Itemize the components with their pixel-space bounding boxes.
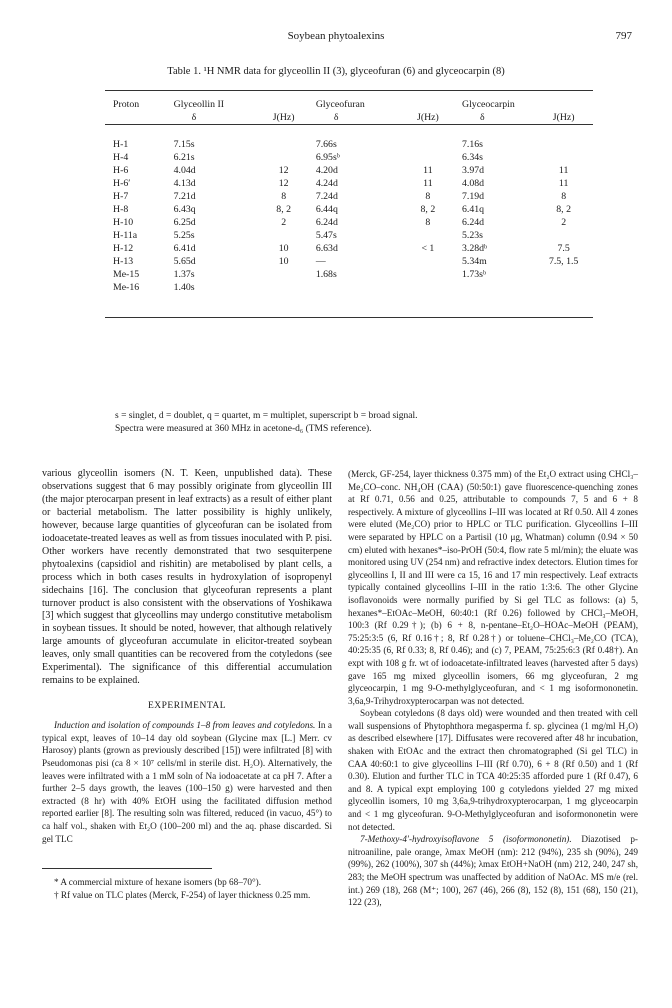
table-cell xyxy=(394,268,462,281)
table-cell xyxy=(534,138,593,151)
table-cell xyxy=(251,138,315,151)
table-cell: 1.68s xyxy=(315,269,337,280)
table-cell: 2 xyxy=(281,217,287,228)
table-cell: 11 xyxy=(423,178,433,189)
experimental-paragraph xyxy=(42,719,332,845)
table-cell xyxy=(534,229,593,242)
table-cell: 1.40s xyxy=(173,282,195,293)
right-column xyxy=(348,468,638,909)
table-cell: 5.25s xyxy=(173,230,195,241)
table-row xyxy=(105,216,593,229)
table-cell xyxy=(534,281,593,294)
table-cell xyxy=(534,151,593,164)
footnote-hexanes: * A commercial mixture of hexane isomers (bp 68–70°). xyxy=(54,877,262,887)
table-cell xyxy=(394,229,462,242)
table-cell: Me-15 xyxy=(113,269,140,280)
table-cell: 1.37s xyxy=(173,269,195,280)
table-cell: 12 xyxy=(278,178,289,189)
page-number: 797 xyxy=(615,30,632,42)
table-notes xyxy=(115,410,595,436)
table-cell: 6.24d xyxy=(462,217,485,228)
table-cell: 6.44q xyxy=(315,204,338,215)
table-cell: 4.20d xyxy=(315,165,338,176)
table-cell xyxy=(394,281,462,294)
subhead-j: J(Hz) xyxy=(552,112,575,123)
table-cell xyxy=(251,151,315,164)
table-row xyxy=(105,177,593,190)
table-cell: 8 xyxy=(281,191,287,202)
subhead-delta: δ xyxy=(191,112,197,123)
table-cell: 4.08d xyxy=(462,178,485,189)
table-cell: 8 xyxy=(425,217,431,228)
table-cell: < 1 xyxy=(421,243,435,254)
table-cell: 6.21s xyxy=(173,152,195,163)
paragraph-text: In a typical expt, leaves of 10–14 day old soybean (Glycine max [L.] Merr. cv Harosoy) plants (grown as previously described [15]) were infiltrated [8] with Pseudomonas pisi (ca 8 × 10⁷ cells/ml in sterile dist. H₂O). Alternatively, the leaves were infiltrated with a 1 mM soln of Na iodoacetate at ca pH 7. After a further 2–5 days growth, the leaves (100–150 g) were harvested and then extracted (8 hr) with 40% EtOH using the facilitated diffusion method reported earlier [8]. The resulting soln was filtered, reduced (in vacuo, 45°) to ca half vol., shaken with Et₂O (100–200 ml) and the aq. phase discarded. Si gel TLC xyxy=(42,720,332,844)
table-note-conditions: Spectra were measured at 360 MHz in acetone-d₆ (TMS reference). xyxy=(115,424,372,434)
table-cell: H-12 xyxy=(113,243,134,254)
paragraph-text: Diazotised p-nitroaniline, pale orange, λmax MeOH (nm): 212 (94%), 235 sh (90%), 249 (99%), 262 (100%), 307 sh (44%); λmax EtOH+NaOH (nm) 212, 240, 247 sh, 283; the MeOH spectrum was unaffected by addition of NaOAc. MS m/e (rel. int.) 269 (18), 268 (M⁺; 100), 267 (46), 266 (8), 152 (8), 151 (68), 150 (21), 122 (23), xyxy=(348,834,638,908)
table-cell: 8 xyxy=(561,191,567,202)
table-bottom-rule xyxy=(105,317,593,318)
table-cell: 7.21d xyxy=(173,191,196,202)
compound-5-paragraph xyxy=(348,833,638,909)
table-cell: 5.47s xyxy=(315,230,337,241)
table-cell xyxy=(394,151,462,164)
table-cell: 6.24d xyxy=(315,217,338,228)
table-cell: 7.19d xyxy=(462,191,485,202)
table-cell: 11 xyxy=(558,165,569,176)
table-cell: 3.97d xyxy=(462,165,485,176)
paragraph-lead: Induction and isolation of compounds 1–8 from leaves and cotyledons. xyxy=(54,720,316,731)
table-cell: 7.5 xyxy=(557,243,570,254)
paragraph-lead: 7-Methoxy-4′-hydroxyisoflavone 5 (isoformononetin). xyxy=(360,834,572,845)
table-row xyxy=(105,203,593,216)
table-cell: 7.5, 1.5 xyxy=(548,256,579,267)
table-cell: 4.13d xyxy=(173,178,196,189)
table-cell: 10 xyxy=(278,243,289,254)
table-cell: H-8 xyxy=(113,204,129,215)
table-cell: 5.23s xyxy=(462,230,483,241)
table-cell: 6.41d xyxy=(173,243,196,254)
table-cell xyxy=(394,255,462,268)
experimental-paragraph: (Merck, GF-254, layer thickness 0.375 mm) of the Et₂O extract using CHCl₃–Me₂CO–conc. NH₄OH (CAA) (50:50:1) gave fluorescence-quenching zones at Rf 0.71, 0.56 and 0.25, attributable to compounds 7, 5 and 6 + 8 respectively. A mixture of glyceollins I–III was located at Rf 0.50. All 4 zones were eluted (Me₂CO) prior to HPLC or TLC purification. Glyceollins I–III were separated by HPLC on a Partisil (10 μg, Whatman) column (0.94 × 50 cm) eluted with hexanes*–iso-PrOH (50:4, flow rate 5 ml/min); the eluate was monitored using UV (254 nm) and refractive index detectors. Elution times for glyceollins I, II and III were ca 15, 16 and 17 min respectively. Leaf extracts typically contained glyceollins I–III in the ratio 1:3:6. The other Glycine isoflavonoids were normally purified by Si gel TLC as follows: (a) 5, hexanes*–EtOAc–MeOH, 60:40:1 (Rf 0.26) followed by CHCl₃–MeOH, 100:3 (Rf 0.29†); (b) 6 + 8, n-pentane–Et₂O–HOAc–MeOH (PEAM), 75:25:3:5 (6, Rf 0.16†; 8, Rf 0.28†) or toluene–CHCl₃–Me₂CO (TCA), 40:25:35 (6, Rf 0.33; 8, Rf 0.46); and (c) 7, PEAM, 75:25:6:3 (Rf 0.48†). An expt with 108 g fr. wt of iodoacetate-infiltrated leaves (harvested after 5 days) gave 165 mg mixed glyceollin isomers, 66 mg glyceofuran, 2 mg glyceocarpin, 1 mg 9-O-methylglyceofuran, and < 1 mg isoformononetin. 3,6a,9-Trihydroxypterocarpan was not detected. xyxy=(348,469,638,706)
table-cell: — xyxy=(315,256,326,267)
table-cell xyxy=(251,268,315,281)
col-head-glyceocarpin: Glyceocarpin xyxy=(462,99,515,110)
table-cell: 5.34m xyxy=(462,256,487,267)
table-row xyxy=(105,281,593,294)
subhead-delta: δ xyxy=(480,112,485,123)
section-heading-experimental: EXPERIMENTAL xyxy=(147,701,227,712)
left-column xyxy=(42,468,332,845)
table-cell: 7.16s xyxy=(462,139,483,150)
table-cell xyxy=(534,268,593,281)
col-head-glyceollin: Glyceollin II xyxy=(173,99,224,110)
table-cell: 2 xyxy=(561,217,567,228)
running-title: Soybean phytoalexins xyxy=(287,30,385,42)
table-cell: 10 xyxy=(278,256,289,267)
table-cell: H-1 xyxy=(113,139,129,150)
table-cell xyxy=(394,138,462,151)
discussion-paragraph: various glyceollin isomers (N. T. Keen, unpublished data). These observations suggest that 6 may possibly originate from glyceollin III (the major pterocarpan present in leaf extracts) as a result of either plant or bacterial metabolism. The latter possibility is highly unlikely, however, because large quantities of glyceofuran can be isolated from iodoacetate-treated leaves as well as from tissues inoculated with P. pisi. Other workers have recently demonstrated that two sesquiterpene phytoalexins (capsidiol and rishitin) are metabolised by plant cells, a process which in both cases results in hydroxylation of isopropenyl sidechains [16]. The conclusion that glyceofuran represents a plant turnover product is also consistent with the observations of Yoshikawa [3] which suggest that glyceollins may undergo constitutive metabolism in soybean tissues. It should be noted, however, that although relatively large amounts of glyceofuran accumulate in elicitor-treated soybean leaves, only small quantities can be recovered from the cotyledons (see Experimental). The significance of this differential accumulation remains to be explained. xyxy=(42,468,332,687)
table-cell xyxy=(462,281,534,294)
table-cell: H-13 xyxy=(113,256,134,267)
table-row xyxy=(105,190,593,203)
table-cell: 11 xyxy=(423,165,433,176)
table-cell: 1.73sᵇ xyxy=(462,269,486,280)
table-cell xyxy=(251,229,315,242)
table-cell xyxy=(251,281,315,294)
table-cell: H-11a xyxy=(113,230,138,241)
table-cell: 6.95sᵇ xyxy=(315,152,340,163)
table-row xyxy=(105,229,593,242)
table-row xyxy=(105,164,593,177)
table-row xyxy=(105,151,593,164)
subhead-j: J(Hz) xyxy=(272,112,295,123)
table-row xyxy=(105,242,593,255)
table-cell: 8, 2 xyxy=(276,204,291,215)
table-cell: 6.34s xyxy=(462,152,483,163)
table-cell: H-7 xyxy=(113,191,129,202)
table-cell: 5.65d xyxy=(173,256,196,267)
nmr-table xyxy=(105,98,593,294)
footnote-rule xyxy=(42,868,212,869)
table-row xyxy=(105,255,593,268)
table-subheader-row xyxy=(105,111,593,124)
table-header-row xyxy=(105,98,593,111)
table-cell: 7.24d xyxy=(315,191,338,202)
cotyledon-paragraph: Soybean cotyledons (8 days old) were wounded and then treated with cell wall suspensions of Phytophthora megasperma f. sp. glycinea (1 mg/ml H₂O) as described elsewhere [17]. Diffusates were recovered after 48 hr incubation, shaken with EtOAc and the extract then chromatographed (Si gel TLC) in CAA 40:60:1 to give glyceollins I–III (Rf 0.70), 6 + 8 (Rf 0.50) and 1 (Rf 0.30). Elution and further TLC in TCA 40:25:35 afforded pure 1 (Rf 0.47), 6 and 8. A typical expt employing 100 g cotyledons yielded 27 mg mixed glyceollin isomers, 10 mg 3,6a,9-trihydroxypterocarpan, 1 mg glyceocarpin and < 1 mg glyceofuran. 9-O-Methylglyceofuran and isoformononetin were not detected. xyxy=(348,708,638,832)
subhead-delta: δ xyxy=(333,112,339,123)
table-row xyxy=(105,268,593,281)
table-cell: 3.28dᵇ xyxy=(462,243,488,254)
table-row xyxy=(105,138,593,151)
table-cell: 7.15s xyxy=(173,139,195,150)
footnotes xyxy=(42,876,332,901)
table-cell: 6.43q xyxy=(173,204,196,215)
table-cell: Me-16 xyxy=(113,282,140,293)
table-cell: 12 xyxy=(278,165,289,176)
table-cell: 6.25d xyxy=(173,217,196,228)
col-head-glyceofuran: Glyceofuran xyxy=(315,99,365,110)
table-caption: Table 1. ¹H NMR data for glyceollin II (3), glyceofuran (6) and glyceocarpin (8) xyxy=(167,66,505,77)
table-cell: 4.24d xyxy=(315,178,338,189)
table-note-abbrev: s = singlet, d = doublet, q = quartet, m = multiplet, superscript b = broad signal. xyxy=(115,411,418,421)
table-cell: 11 xyxy=(558,178,569,189)
table-body xyxy=(105,138,593,294)
table-cell: 4.04d xyxy=(173,165,196,176)
subhead-j: J(Hz) xyxy=(417,112,439,123)
table-cell: 6.41q xyxy=(462,204,485,215)
footnote-rf: † Rf value on TLC plates (Merck, F-254) of layer thickness 0.25 mm. xyxy=(54,889,311,900)
table-cell: 7.66s xyxy=(315,139,337,150)
table-cell: 8, 2 xyxy=(420,204,436,215)
table-cell xyxy=(316,281,394,294)
table-top-rule xyxy=(105,90,593,91)
running-header xyxy=(0,30,672,46)
table-cell: H-4 xyxy=(113,152,129,163)
col-head-proton: Proton xyxy=(113,99,140,110)
table-cell: H-6′ xyxy=(113,178,131,189)
table-cell: 6.63d xyxy=(315,243,338,254)
table-cell: H-10 xyxy=(113,217,134,228)
table-cell: 8, 2 xyxy=(556,204,571,215)
table-cell: 8 xyxy=(425,191,431,202)
table-cell: H-6 xyxy=(113,165,129,176)
